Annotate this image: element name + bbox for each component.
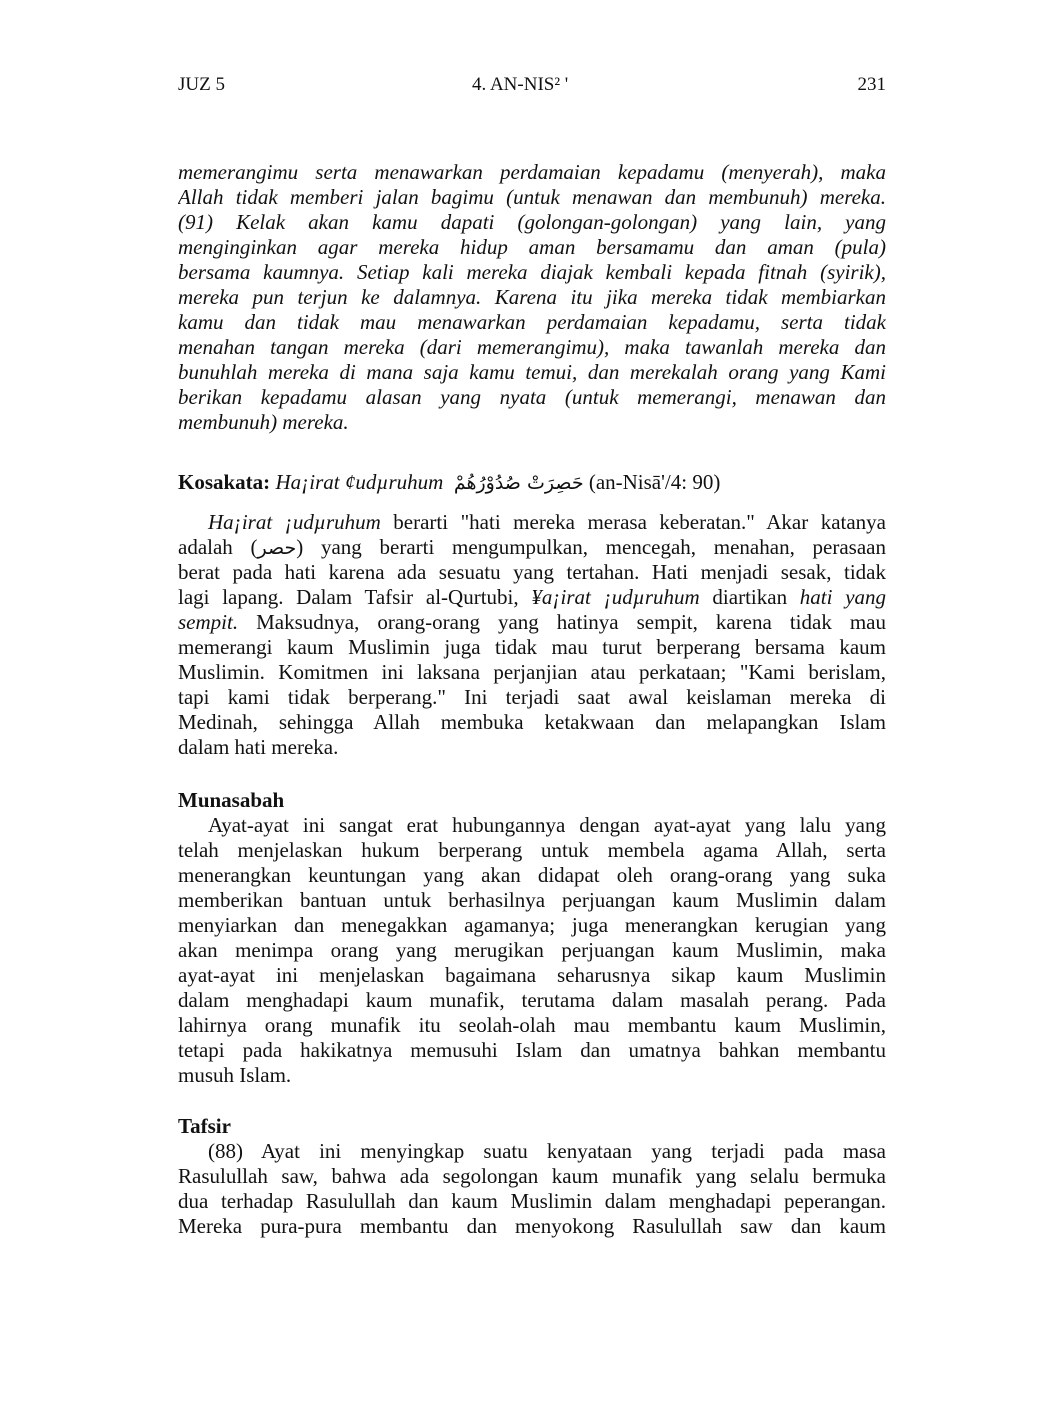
text-segment: berarti "hati mereka merasa keberatan." Akar katanya [380,510,886,534]
text-line [178,660,886,685]
text-segment: dua terhadap Rasulullah dan kaum Muslimin dalam menghadapi peperangan. [178,1189,886,1213]
text-segment: lagi lapang. Dalam Tafsir al-Qurtubi, [178,585,532,609]
text-segment: menyiarkan dan menegakkan agamanya; juga menerangkan kerugian yang [178,913,886,937]
text-line [178,635,886,660]
kosakata-term: Ha¡irat ¢udµruhum [275,470,444,494]
text-segment: adalah ( [178,535,258,559]
text-line [178,863,886,888]
munasabah-heading: Munasabah [178,788,285,812]
kosakata-arabic: حَصِرَتْ صُدُوْرُهُمْ [453,472,584,494]
text-segment: dalam menghadapi kaum munafik, terutama dalam masalah perang. Pada [178,988,886,1012]
kosakata-paragraph [178,510,886,760]
running-header-juz: JUZ 5 [178,74,225,95]
text-line [178,938,886,963]
text-line: (91) Kelak akan kamu dapati (golongan-golongan) yang lain, yang [178,210,886,234]
text-segment: Muslimin. Komitmen ini laksana perjanjian atau perkataan; "Kami berislam, [178,660,886,684]
text-segment: tapi kami tidak berperang." Ini terjadi saat awal keislaman mereka di [178,685,886,709]
text-line [178,735,886,760]
text-line: Allah tidak memberi jalan bagimu (untuk menawan dan membunuh) mereka. [178,185,886,209]
text-line: memerangimu serta menawarkan perdamaian kepadamu (menyerah), maka [178,160,886,184]
text-segment: memerangi kaum Muslimin juga tidak mau turut berperang bersama kaum [178,635,886,659]
page-number: 231 [857,74,886,95]
italic-term: hati yang [799,585,886,609]
text-line: membunuh) mereka. [178,410,349,434]
translation-paragraph [178,160,886,435]
arabic-word: حصر [257,537,297,559]
running-header-surah: 4. AN-NIS² ' [472,74,569,95]
text-segment: lahirnya orang munafik itu seolah-olah mau membantu kaum Muslimin, [178,1013,886,1037]
text-line [178,610,886,635]
text-line [178,535,886,560]
text-line [178,913,886,938]
text-segment: Maksudnya, orang-orang yang hatinya sempit, karena tidak mau [238,610,886,634]
kosakata-line [178,470,886,495]
text-line: berikan kepadamu alasan yang nyata (untuk memerangi, menawan dan [178,385,886,409]
text-line [178,685,886,710]
text-line [178,1189,886,1214]
italic-term: sempit. [178,610,239,634]
text-line [178,1164,886,1189]
text-segment: ) yang berarti mengumpulkan, mencegah, menahan, perasaan [296,535,886,559]
text-segment: telah menjelaskan hukum berperang untuk membela agama Allah, serta [178,838,886,862]
text-segment: Mereka pura-pura membantu dan menyokong Rasulullah saw dan kaum [178,1214,886,1238]
text-line [178,710,886,735]
text-segment: memberikan bantuan untuk berhasilnya perjuangan kaum Muslimin dalam [178,888,886,912]
kosakata-reference: (an-Nisā'/4: 90) [588,470,721,494]
text-line: bunuhlah mereka di mana saja kamu temui, dan merekalah orang yang Kami [178,360,886,384]
text-line [178,838,886,863]
text-segment: musuh Islam. [178,1063,292,1087]
kosakata-label: Kosakata: [178,470,271,494]
text-line [178,813,886,838]
text-segment: ayat-ayat ini menjelaskan bagaimana seharusnya sikap kaum Muslimin [178,963,886,987]
text-line [178,988,886,1013]
text-line [178,888,886,913]
text-segment: Medinah, sehingga Allah membuka ketakwaan dan melapangkan Islam [178,710,886,734]
italic-term: Ha¡irat ¡udµruhum [208,510,381,534]
text-segment: tetapi pada hakikatnya memusuhi Islam dan umatnya bahkan membantu [178,1038,886,1062]
text-line [178,1038,886,1063]
munasabah-paragraph [178,813,886,1088]
text-segment: dalam hati mereka. [178,735,339,759]
text-segment: akan menimpa orang yang merugikan perjuangan kaum Muslimin, maka [178,938,886,962]
text-line [178,510,886,535]
text-line [178,963,886,988]
text-segment: diartikan [699,585,800,609]
text-segment: berat pada hati karena ada sesuatu yang tertahan. Hati menjadi sesak, tidak [178,560,886,584]
text-segment: (88) Ayat ini menyingkap suatu kenyataan yang terjadi pada masa [208,1139,886,1163]
text-segment: Ayat-ayat ini sangat erat hubungannya dengan ayat-ayat yang lalu yang [208,813,886,837]
tafsir-heading: Tafsir [178,1114,231,1138]
text-line: kamu dan tidak mau menawarkan perdamaian kepadamu, serta tidak [178,310,886,334]
text-line [178,1139,886,1164]
text-line [178,585,886,610]
text-line [178,1214,886,1239]
text-line: menahan tangan mereka (dari memerangimu), maka tawanlah mereka dan [178,335,886,359]
text-segment: Rasulullah saw, bahwa ada segolongan kaum munafik yang selalu bermuka [178,1164,886,1188]
text-line: mereka pun terjun ke dalamnya. Karena itu jika mereka tidak membiarkan [178,285,886,309]
text-line [178,560,886,585]
text-segment: menerangkan keuntungan yang akan didapat oleh orang-orang yang suka [178,863,886,887]
text-line: menginginkan agar mereka hidup aman bersamamu dan aman (pula) [178,235,886,259]
text-line [178,1063,886,1088]
text-line [178,1013,886,1038]
italic-term: ¥a¡irat ¡udµruhum [531,585,700,609]
tafsir-paragraph [178,1139,886,1239]
text-line: bersama kaumnya. Setiap kali mereka diajak kembali kepada fitnah (syirik), [178,260,886,284]
